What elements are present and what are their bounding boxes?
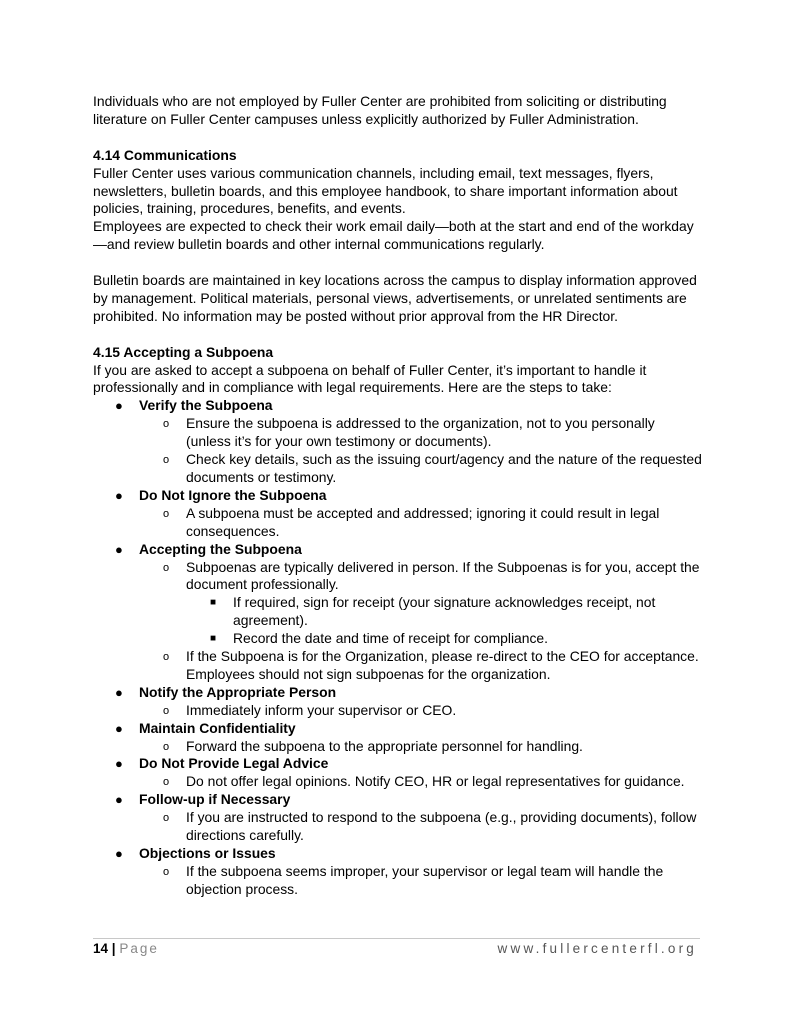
step-title: Maintain Confidentiality — [139, 719, 296, 736]
step-title: Do Not Ignore the Subpoena — [139, 486, 327, 503]
circle-bullet-icon: o — [163, 812, 170, 825]
page-word: Page — [119, 941, 159, 956]
square-bullet-icon: ■ — [210, 633, 217, 645]
page-number: 14 — [93, 941, 109, 956]
circle-bullet-icon: o — [163, 651, 170, 664]
step-do-not-ignore — [93, 487, 703, 541]
website-footer: www.fullercenterfl.org — [497, 941, 697, 956]
bullet-icon: ● — [115, 398, 123, 414]
bullet-icon: ● — [115, 541, 123, 557]
communications-paragraph-3: Bulletin boards are maintained in key locations across the campus to display information approved by management. Political materials, personal views, advertisements, or unrelated sentiments are prohibited. No information may be posted without prior approval from the HR Director. — [93, 272, 697, 324]
page-separator: | — [111, 941, 116, 956]
footer-divider — [93, 938, 700, 939]
list-item: o Check key details, such as the issuing court/agency and the nature of the requested documents or testimony. — [163, 451, 702, 485]
subpoena-steps-list — [93, 397, 703, 898]
step-verify — [93, 397, 703, 487]
subpoena-intro: If you are asked to accept a subpoena on behalf of Fuller Center, it’s important to handle it professionally and in compliance with legal requirements. Here are the steps to take: — [93, 361, 647, 396]
list-item: ■ Record the date and time of receipt for compliance. — [210, 630, 549, 647]
circle-bullet-icon: o — [163, 507, 170, 520]
step-title: Objections or Issues — [139, 845, 276, 862]
communications-paragraph-1: Fuller Center uses various communication channels, including email, text messages, flyers, newsletters, bulletin boards, and this employee handbook, to share important information about policies, training, procedures, benefits, and events. — [93, 164, 678, 217]
bullet-icon: ● — [115, 684, 123, 700]
circle-bullet-icon: o — [163, 865, 170, 878]
step-title: Accepting the Subpoena — [139, 540, 302, 557]
circle-bullet-icon: o — [163, 704, 170, 717]
list-item: o Ensure the subpoena is addressed to the organization, not to you personally (unless it’s for your own testimony or documents). — [163, 415, 655, 450]
list-item: o Subpoenas are typically delivered in person. If the Subpoenas is for you, accept the document professionally. ■ If required, sign for receipt (your signature acknowledges receipt, not agreement). ■ Record the date and time of receipt for compliance. — [139, 559, 703, 649]
step-follow-up — [93, 791, 703, 845]
list-item: o Do not offer legal opinions. Notify CEO, HR or legal representatives for guidance. — [139, 773, 703, 791]
list-item: o A subpoena must be accepted and addressed; ignoring it could result in legal consequences. — [163, 504, 660, 539]
step-title: Verify the Subpoena — [139, 397, 273, 414]
list-item: o Forward the subpoena to the appropriate personnel for handling. — [139, 738, 703, 756]
step-no-legal-advice — [93, 755, 703, 791]
step-objections — [93, 845, 703, 899]
bullet-icon: ● — [115, 846, 123, 862]
step-title: Do Not Provide Legal Advice — [139, 755, 329, 772]
circle-bullet-icon: o — [163, 454, 170, 467]
step-notify — [93, 684, 703, 720]
communications-paragraph-2: Employees are expected to check their work email daily—both at the start and end of the workday—and review bulletin boards and other internal communications regularly. — [93, 218, 694, 253]
bullet-icon: ● — [115, 720, 123, 736]
list-item: ■ If required, sign for receipt (your signature acknowledges receipt, not agreement). — [210, 594, 656, 629]
step-title: Follow-up if Necessary — [139, 791, 291, 808]
bullet-icon: ● — [115, 756, 123, 772]
square-bullet-icon: ■ — [210, 597, 217, 609]
document-body — [93, 93, 703, 899]
list-item: o Immediately inform your supervisor or CEO. — [139, 702, 703, 720]
step-accepting — [93, 541, 703, 684]
list-item: o If the Subpoena is for the Organization, please re-direct to the CEO for acceptance. Employees should not sign subpoenas for the organization. — [163, 648, 699, 682]
step-title: Notify the Appropriate Person — [139, 683, 337, 700]
circle-bullet-icon: o — [163, 561, 170, 574]
list-item: o If the subpoena seems improper, your supervisor or legal team will handle the objection process. — [163, 862, 664, 897]
list-item: o If you are instructed to respond to the subpoena (e.g., providing documents), follow directions carefully. — [163, 809, 697, 844]
page-number-footer — [93, 941, 159, 956]
communications-heading: 4.14 Communications — [93, 146, 237, 163]
subpoena-heading: 4.15 Accepting a Subpoena — [93, 343, 274, 360]
bullet-icon: ● — [115, 487, 123, 503]
circle-bullet-icon: o — [163, 776, 170, 789]
circle-bullet-icon: o — [163, 418, 170, 431]
circle-bullet-icon: o — [163, 740, 170, 753]
intro-paragraph: Individuals who are not employed by Fuller Center are prohibited from soliciting or distributing literature on Fuller Center campuses unless explicitly authorized by Fuller Administration. — [93, 93, 667, 127]
step-confidentiality — [93, 720, 703, 756]
bullet-icon: ● — [115, 792, 123, 808]
